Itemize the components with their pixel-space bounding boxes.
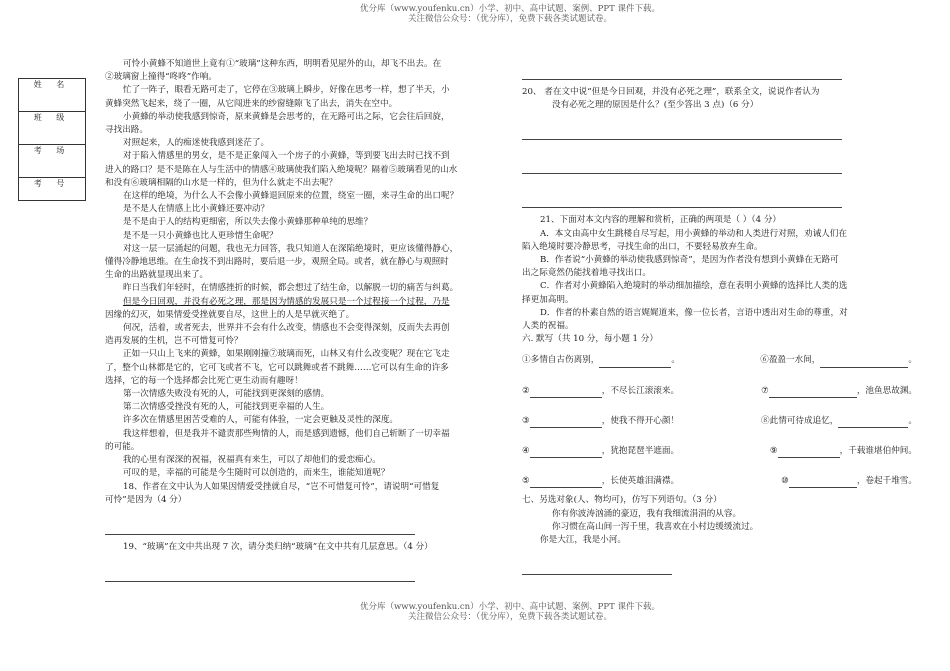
passage-line: 我这样想着，但是我并不谴责那些殉情的人，而是感到遗憾，他们自己斩断了一切幸福 xyxy=(123,428,450,439)
model-line-2: 你习惯在高山间一泻千里，我喜欢在小村边缓缓流过。 xyxy=(552,521,759,532)
recite-row-1: ①多情自古伤离别， 。 ⑥盈盈一水间， 。 xyxy=(522,354,917,367)
question-21: 21、下面对本文内容的理解和赏析，正确的两项是（ ）（4 分） xyxy=(540,215,782,226)
option-c-cont: 择更加高明。 xyxy=(522,294,574,305)
option-b: B．作者说“小黄蜂的举动使我感到惊奇”，是因为作者没有想到小黄蜂在无路可 xyxy=(540,255,839,266)
passage-line: 造再发展的生机，岂不可惜复可怜？ xyxy=(105,336,243,347)
recite-blank-7[interactable] xyxy=(769,387,857,398)
passage-line: 对照起来，人的痴迷使我感到迷茫了。 xyxy=(123,138,270,149)
exam-room-label: 考 场 xyxy=(18,144,86,167)
answer-line-19[interactable] xyxy=(105,580,415,582)
passage-line: ②玻璃窗上撞得“咚咚”作响。 xyxy=(105,72,217,83)
recite-blank-2[interactable] xyxy=(530,387,602,398)
passage-line: 选择，它的每一个选择都会比死亡更生动而有趣呀！ xyxy=(105,375,303,386)
model-line-1: 你有你波涛汹涌的豪迈，我有我细流涓涓的从容。 xyxy=(552,508,742,519)
passage-line: 的可能。 xyxy=(105,441,140,452)
recite-blank-9[interactable] xyxy=(778,447,840,458)
recite-blank-10[interactable] xyxy=(789,477,857,488)
passage-line: 对这一层一层涌起的问题，我也无力回答，我只知道人在深陷绝境时，更应该懂得静心， xyxy=(123,243,459,254)
option-b-cont: 出之际竟然仍能找着地寻找出口。 xyxy=(522,268,651,279)
passage-line-underlined: 但是今日回观，并没有必死之理，那是因为情感的发展只是一个过程接一个过程，乃是 xyxy=(123,296,450,307)
question-20-cont: 没有必死之理的原因是什么？(至少答出 3 点)（6 分） xyxy=(552,100,759,111)
question-18: 18、作者在文中认为人如果因情爱受挫就自尽，“岂不可惜复可怜”，请说明“可惜复 xyxy=(123,481,440,492)
right-column xyxy=(522,78,917,581)
section-6-title: 六. 默写（共 10 分，每小题 1 分） xyxy=(522,334,658,345)
option-c: C．作者对小黄蜂陷入绝境时的举动细加描绘，意在表明小黄蜂的选择比人类的选 xyxy=(540,281,848,292)
passage-line: 许多次在情感里困苦受难的人，可能有体验，一定会更触及灵性的深度。 xyxy=(123,415,399,426)
passage-line: 生命的出路就显现出来了。 xyxy=(105,270,209,281)
answer-line-20c[interactable] xyxy=(522,206,842,208)
passage-line: 是不是人在情感上比小黄蜂还要冲动？ xyxy=(123,204,270,215)
option-d-cont: 人类的祝福。 xyxy=(522,321,574,332)
header-line-2: 关注微信公众号：（优分库），免费下载各类试题试卷。 xyxy=(407,14,612,24)
answer-line-7[interactable] xyxy=(522,573,672,575)
passage-line: 是不是由于人的结构更细密，所以失去像小黄蜂那种单纯的思维？ xyxy=(123,217,373,228)
question-19: 19、“玻璃”在文中共出现 7 次，请分类归纳“玻璃”在文中共有几层意思。（4 分） xyxy=(123,541,433,552)
passage-line: 忙了一阵子，眼看无路可走了，它停在③玻璃上瞬步，好像在思考一样，想了半天，小 xyxy=(123,85,450,96)
recite-blank-3[interactable] xyxy=(530,417,602,428)
question-20: 20、 者在文中说“但是今日回观，并没有必死之理”，联系全文，说说作者认为 xyxy=(522,87,820,97)
section-7-title: 七、另选对象(人、物均可)，仿写下列语句。（3 分） xyxy=(522,495,722,506)
exam-number-label: 考 号 xyxy=(18,177,86,201)
footer-line-1: 优分库（www.youfenku.cn）小学、初中、高中试题、案例、PPT 课件下载。 xyxy=(360,602,660,612)
passage-line: 小黄蜂的举动使我感到惊奇，原来黄蜂是会思考的，在无路可出之际，它会往后回旋， xyxy=(123,111,450,122)
passage-line: 正如一只山上飞来的黄蜂，如果刚刚撞⑦玻璃而死，山林又有什么改变呢？现在它飞走 xyxy=(123,349,450,360)
passage-line: 可叹的是，幸福的可能是今生随时可以创造的，而来生，谁能知道呢？ xyxy=(123,468,390,479)
recite-row-2: ② ，不尽长江滚滚来。 ⑦ ，池鱼思故渊。 xyxy=(522,385,917,398)
passage-line: 第一次情感失败没有死的人，可能找到更深刻的感情。 xyxy=(123,389,330,400)
footer-line-2: 关注微信公众号：（优分库），免费下载各类试题试卷。 xyxy=(407,612,612,622)
model-line-3: 你是大江，我是小河。 xyxy=(540,535,626,546)
recite-row-4: ④ ，犹抱琵琶半遮面。 ⑨ ，千载谁堪伯仲间。 xyxy=(522,445,917,458)
page-footer xyxy=(300,602,720,622)
recite-row-5: ⑤ ，长使英雄泪满襟。 ⑩ ，卷起千堆雪。 xyxy=(522,475,917,488)
answer-line-20b[interactable] xyxy=(522,172,842,174)
passage-line: 因缘的幻灭，如果情爱受挫就要自尽，这世上的人是早就灭绝了。 xyxy=(105,309,355,320)
passage-line: 可怜小黄蜂不知道世上竟有①“玻璃”这种东西，明明看见屋外的山，却飞不出去。在 xyxy=(123,59,442,69)
question-18-points: 可怜”是因为（4 分） xyxy=(105,494,187,505)
option-a-cont: 陷入绝境时要冷静思考，寻找生命的出口，不要轻易放弃生命。 xyxy=(522,241,763,252)
passage-line: 黄蜂突然飞起来，绕了一圈，从它闯进来的纱窗缝隙飞了出去，消失在空中。 xyxy=(105,98,398,109)
passage-line: 昨日当我们年轻时，在情感挫折的时候，都会想过了结生命，以解脱一切的痛苦与纠葛。 xyxy=(123,283,459,294)
passage-line: 进入的路口？是不是陈在人与生活中的情感④玻璃使我们陷入绝境呢？隔着⑤玻璃看见的山水 xyxy=(105,164,458,175)
student-info-box xyxy=(18,78,86,201)
passage-line: 是不是一只小黄蜂也比人更珍惜生命呢？ xyxy=(123,230,278,241)
option-d: D．作者的朴素自然的语言娓娓道来，像一位长者，言语中透出对生命的尊重，对 xyxy=(540,307,848,318)
recite-row-3: ③ ，使我不得开心颜！ ⑧此情可待成追忆， 。 xyxy=(522,415,917,428)
passage-line: 了，整个山林都是它的，它可飞或者不飞，它可以跳舞或者不跳舞……它可以有生命的许多 xyxy=(105,362,449,373)
recite-blank-1[interactable] xyxy=(599,357,671,368)
passage-line: 何况，活着，或者死去，世界并不会有什么改变，情感也不会变得深刻，反而失去再创 xyxy=(123,323,450,334)
answer-line-20a[interactable] xyxy=(522,138,842,140)
option-a: A．本文由高中女生跳楼自尽写起，用小黄蜂的举动和人类进行对照，劝诫人们在 xyxy=(540,228,847,239)
passage-line: 和没有⑥玻璃相隔的山水是一样的，但为什么就走不出去呢？ xyxy=(105,177,338,188)
left-column xyxy=(105,58,493,588)
answer-line-prev[interactable] xyxy=(522,78,842,80)
passage-line: 我的心里有深深的祝福，祝福真有来生，可以了却他们的爱恋痴心。 xyxy=(123,455,381,466)
class-label: 班 级 xyxy=(18,111,86,134)
header-line-1: 优分库（www.youfenku.cn）小学、初中、高中试题、案例、PPT 课件下载。 xyxy=(360,4,660,14)
recite-blank-4[interactable] xyxy=(530,447,602,458)
passage-line: 第二次情感受挫没有死的人，可能找到更幸福的人生。 xyxy=(123,402,330,413)
passage-line: 寻找出路。 xyxy=(105,125,148,136)
passage-line: 懂得冷静地思维。在生命找不到出路时，要后退一步，观照全局。或者，就在静心与观照时 xyxy=(105,257,449,268)
passage-line: 对于陷入情感里的男女，是不是正象闯入一个房子的小黄蜂，等到要飞出去时已找不到 xyxy=(123,151,450,162)
passage-line: 在这样的绝境，为什么人不会像小黄蜂退回原来的位置，绕室一圈，来寻生命的出口呢？ xyxy=(123,191,459,202)
name-label: 姓 名 xyxy=(18,78,86,101)
page-header xyxy=(300,4,720,24)
recite-blank-5[interactable] xyxy=(530,477,602,488)
answer-line-18[interactable] xyxy=(105,533,415,535)
recite-blank-6[interactable] xyxy=(820,357,908,368)
recite-blank-8[interactable] xyxy=(838,417,908,428)
